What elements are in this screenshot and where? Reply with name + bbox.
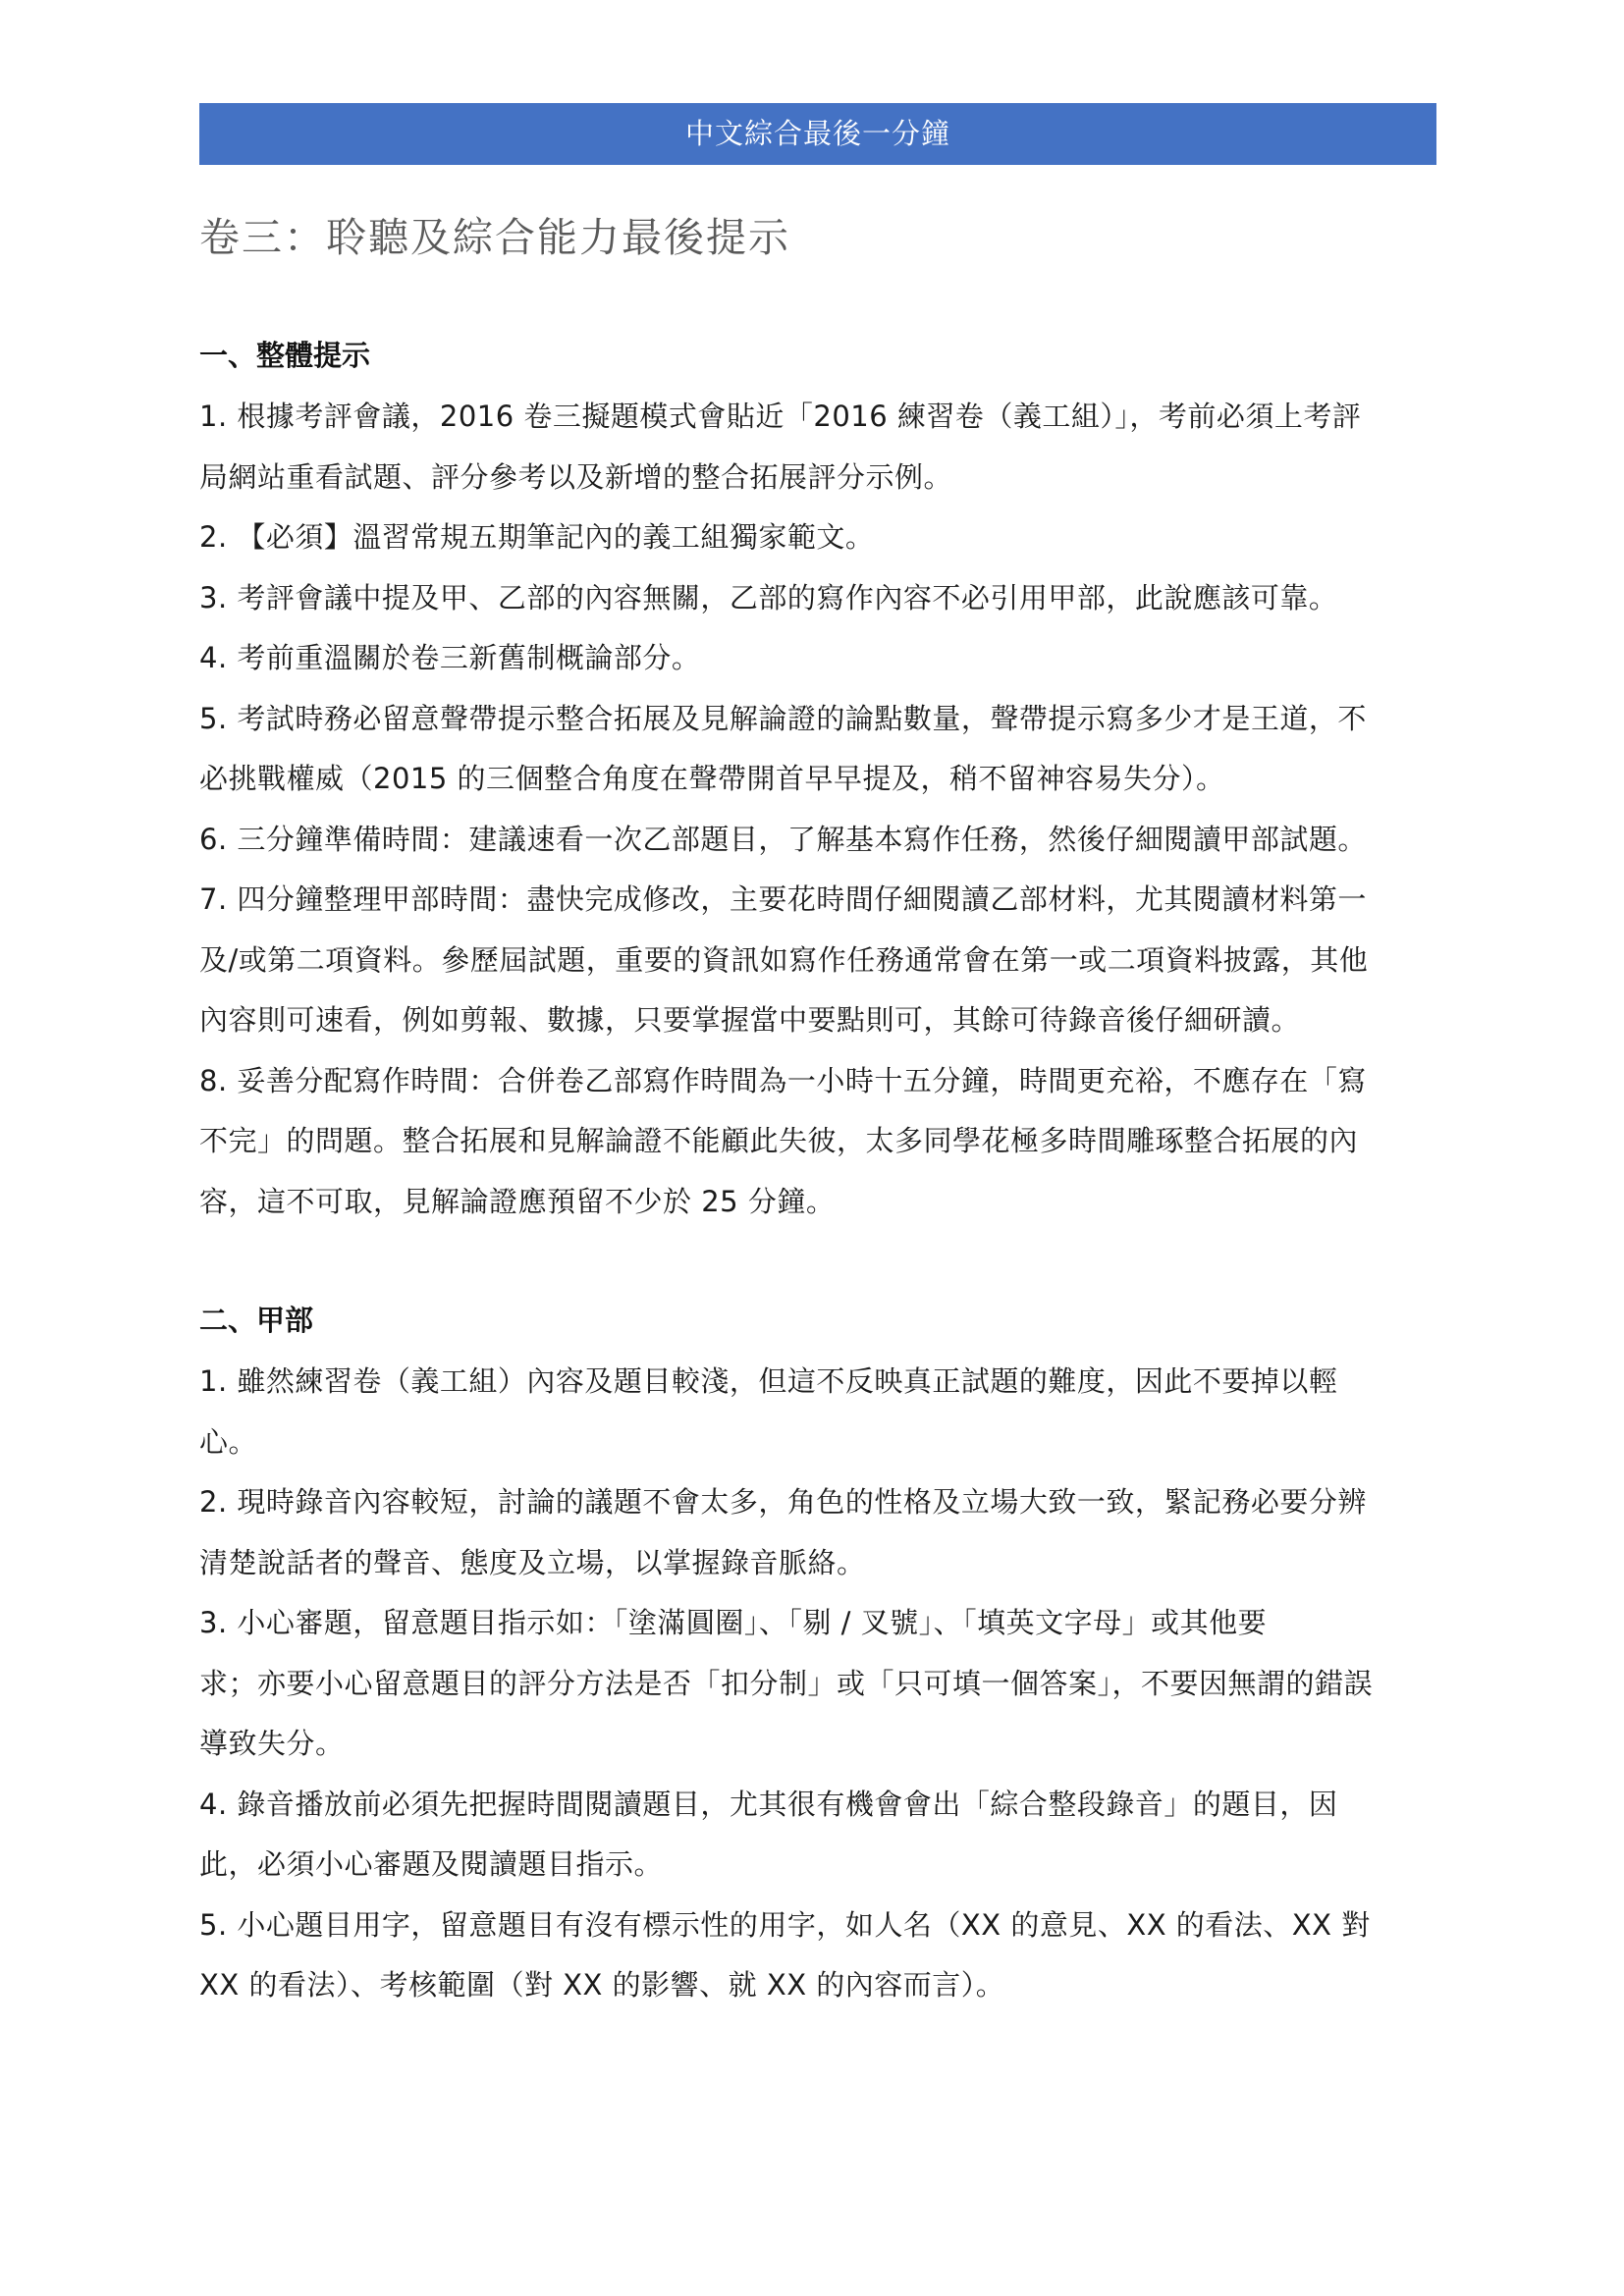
header-banner: 中文綜合最後一分鐘	[199, 103, 1436, 165]
list-item-line: 4. 考前重溫關於卷三新舊制概論部分。	[199, 641, 701, 674]
list-item-line: 1. 雖然練習卷（義工組）內容及題目較淺，但這不反映真正試題的難度，因此不要掉以輕	[199, 1364, 1338, 1398]
list-item-line: 心。	[199, 1424, 258, 1459]
list-item	[199, 1472, 1436, 1593]
list-item	[199, 628, 1436, 689]
list-item-line: 3. 小心審題，留意題目指示如：「塗滿圓圈」、「剔 / 叉號」、「填英文字母」或其他要	[199, 1606, 1268, 1639]
section-heading: 二、甲部	[199, 1304, 314, 1337]
list-item-line: 1. 根據考評會議，2016 卷三擬題模式會貼近「2016 練習卷（義工組）」，考前必須上考評	[199, 400, 1362, 433]
list-item-line: 內容則可速看，例如剪報、數據，只要掌握當中要點則可，其餘可待錄音後仔細研讀。	[199, 1003, 1301, 1037]
list-item-line: 4. 錄音播放前必須先把握時間閱讀題目，尤其很有機會會出「綜合整段錄音」的題目，因	[199, 1787, 1338, 1821]
list-item-line: 8. 妥善分配寫作時間：合併卷乙部寫作時間為一小時十五分鐘，時間更充裕，不應存在「寫	[199, 1063, 1367, 1097]
list-item-line: 及/或第二項資料。參歷屆試題，重要的資訊如寫作任務通常會在第一或二項資料披露，其他	[199, 942, 1369, 977]
list-item	[199, 568, 1436, 629]
list-item-line: XX 的看法）、考核範圍（對 XX 的影響、就 XX 的內容而言）。	[199, 1968, 1005, 2002]
list-item-line: 3. 考評會議中提及甲、乙部的內容無關，乙部的寫作內容不必引用甲部，此說應該可靠。	[199, 580, 1338, 614]
list-item	[199, 1593, 1436, 1775]
list-item-line: 導致失分。	[199, 1727, 345, 1760]
list-item	[199, 1352, 1436, 1472]
list-item	[199, 1051, 1436, 1233]
list-item	[199, 810, 1436, 871]
list-item-line: 7. 四分鐘整理甲部時間：盡快完成修改，主要花時間仔細閱讀乙部材料，尤其閱讀材料第一	[199, 882, 1367, 916]
list-item	[199, 387, 1436, 507]
page-title: 卷三：聆聽及綜合能力最後提示	[199, 214, 790, 261]
list-item	[199, 870, 1436, 1051]
list-item	[199, 1775, 1436, 1896]
list-item-line: 6. 三分鐘準備時間：建議速看一次乙部題目，了解基本寫作任務，然後仔細閱讀甲部試題。	[199, 822, 1367, 856]
list-item-line: 求；亦要小心留意題目的評分方法是否「扣分制」或「只可填一個答案」，不要因無謂的錯誤	[199, 1666, 1374, 1700]
list-item-line: 2. 現時錄音內容較短，討論的議題不會太多，角色的性格及立場大致一致，緊記務必要分辨	[199, 1485, 1367, 1519]
list-item	[199, 507, 1436, 568]
section-spacer	[199, 1232, 1436, 1295]
list-item	[199, 689, 1436, 810]
list-item-line: 清楚說話者的聲音、態度及立場，以掌握錄音脈絡。	[199, 1545, 866, 1579]
list-item-line: 局網站重看試題、評分參考以及新增的整合拓展評分示例。	[199, 459, 953, 494]
list-item-line: 不完」的問題。整合拓展和見解論證不能顧此失彼，太多同學花極多時間雕琢整合拓展的內	[199, 1124, 1359, 1157]
section-heading: 一、整體提示	[199, 339, 371, 372]
list-item-line: 容，這不可取，見解論證應預留不少於 25 分鐘。	[199, 1184, 836, 1218]
list-item-line: 5. 小心題目用字，留意題目有沒有標示性的用字，如人名（XX 的意見、XX 的看法、XX 對	[199, 1907, 1371, 1942]
list-item	[199, 1896, 1436, 2016]
list-item-line: 2. 【必須】溫習常規五期筆記內的義工組獨家範文。	[199, 520, 875, 554]
list-item-line: 此，必須小心審題及閱讀題目指示。	[199, 1847, 664, 1881]
document-body	[199, 330, 1436, 2016]
list-item-line: 5. 考試時務必留意聲帶提示整合拓展及見解論證的論點數量，聲帶提示寫多少才是王道，不	[199, 701, 1367, 735]
list-item-line: 必挑戰權威（2015 的三個整合角度在聲帶開首早早提及，稍不留神容易失分）。	[199, 762, 1225, 795]
